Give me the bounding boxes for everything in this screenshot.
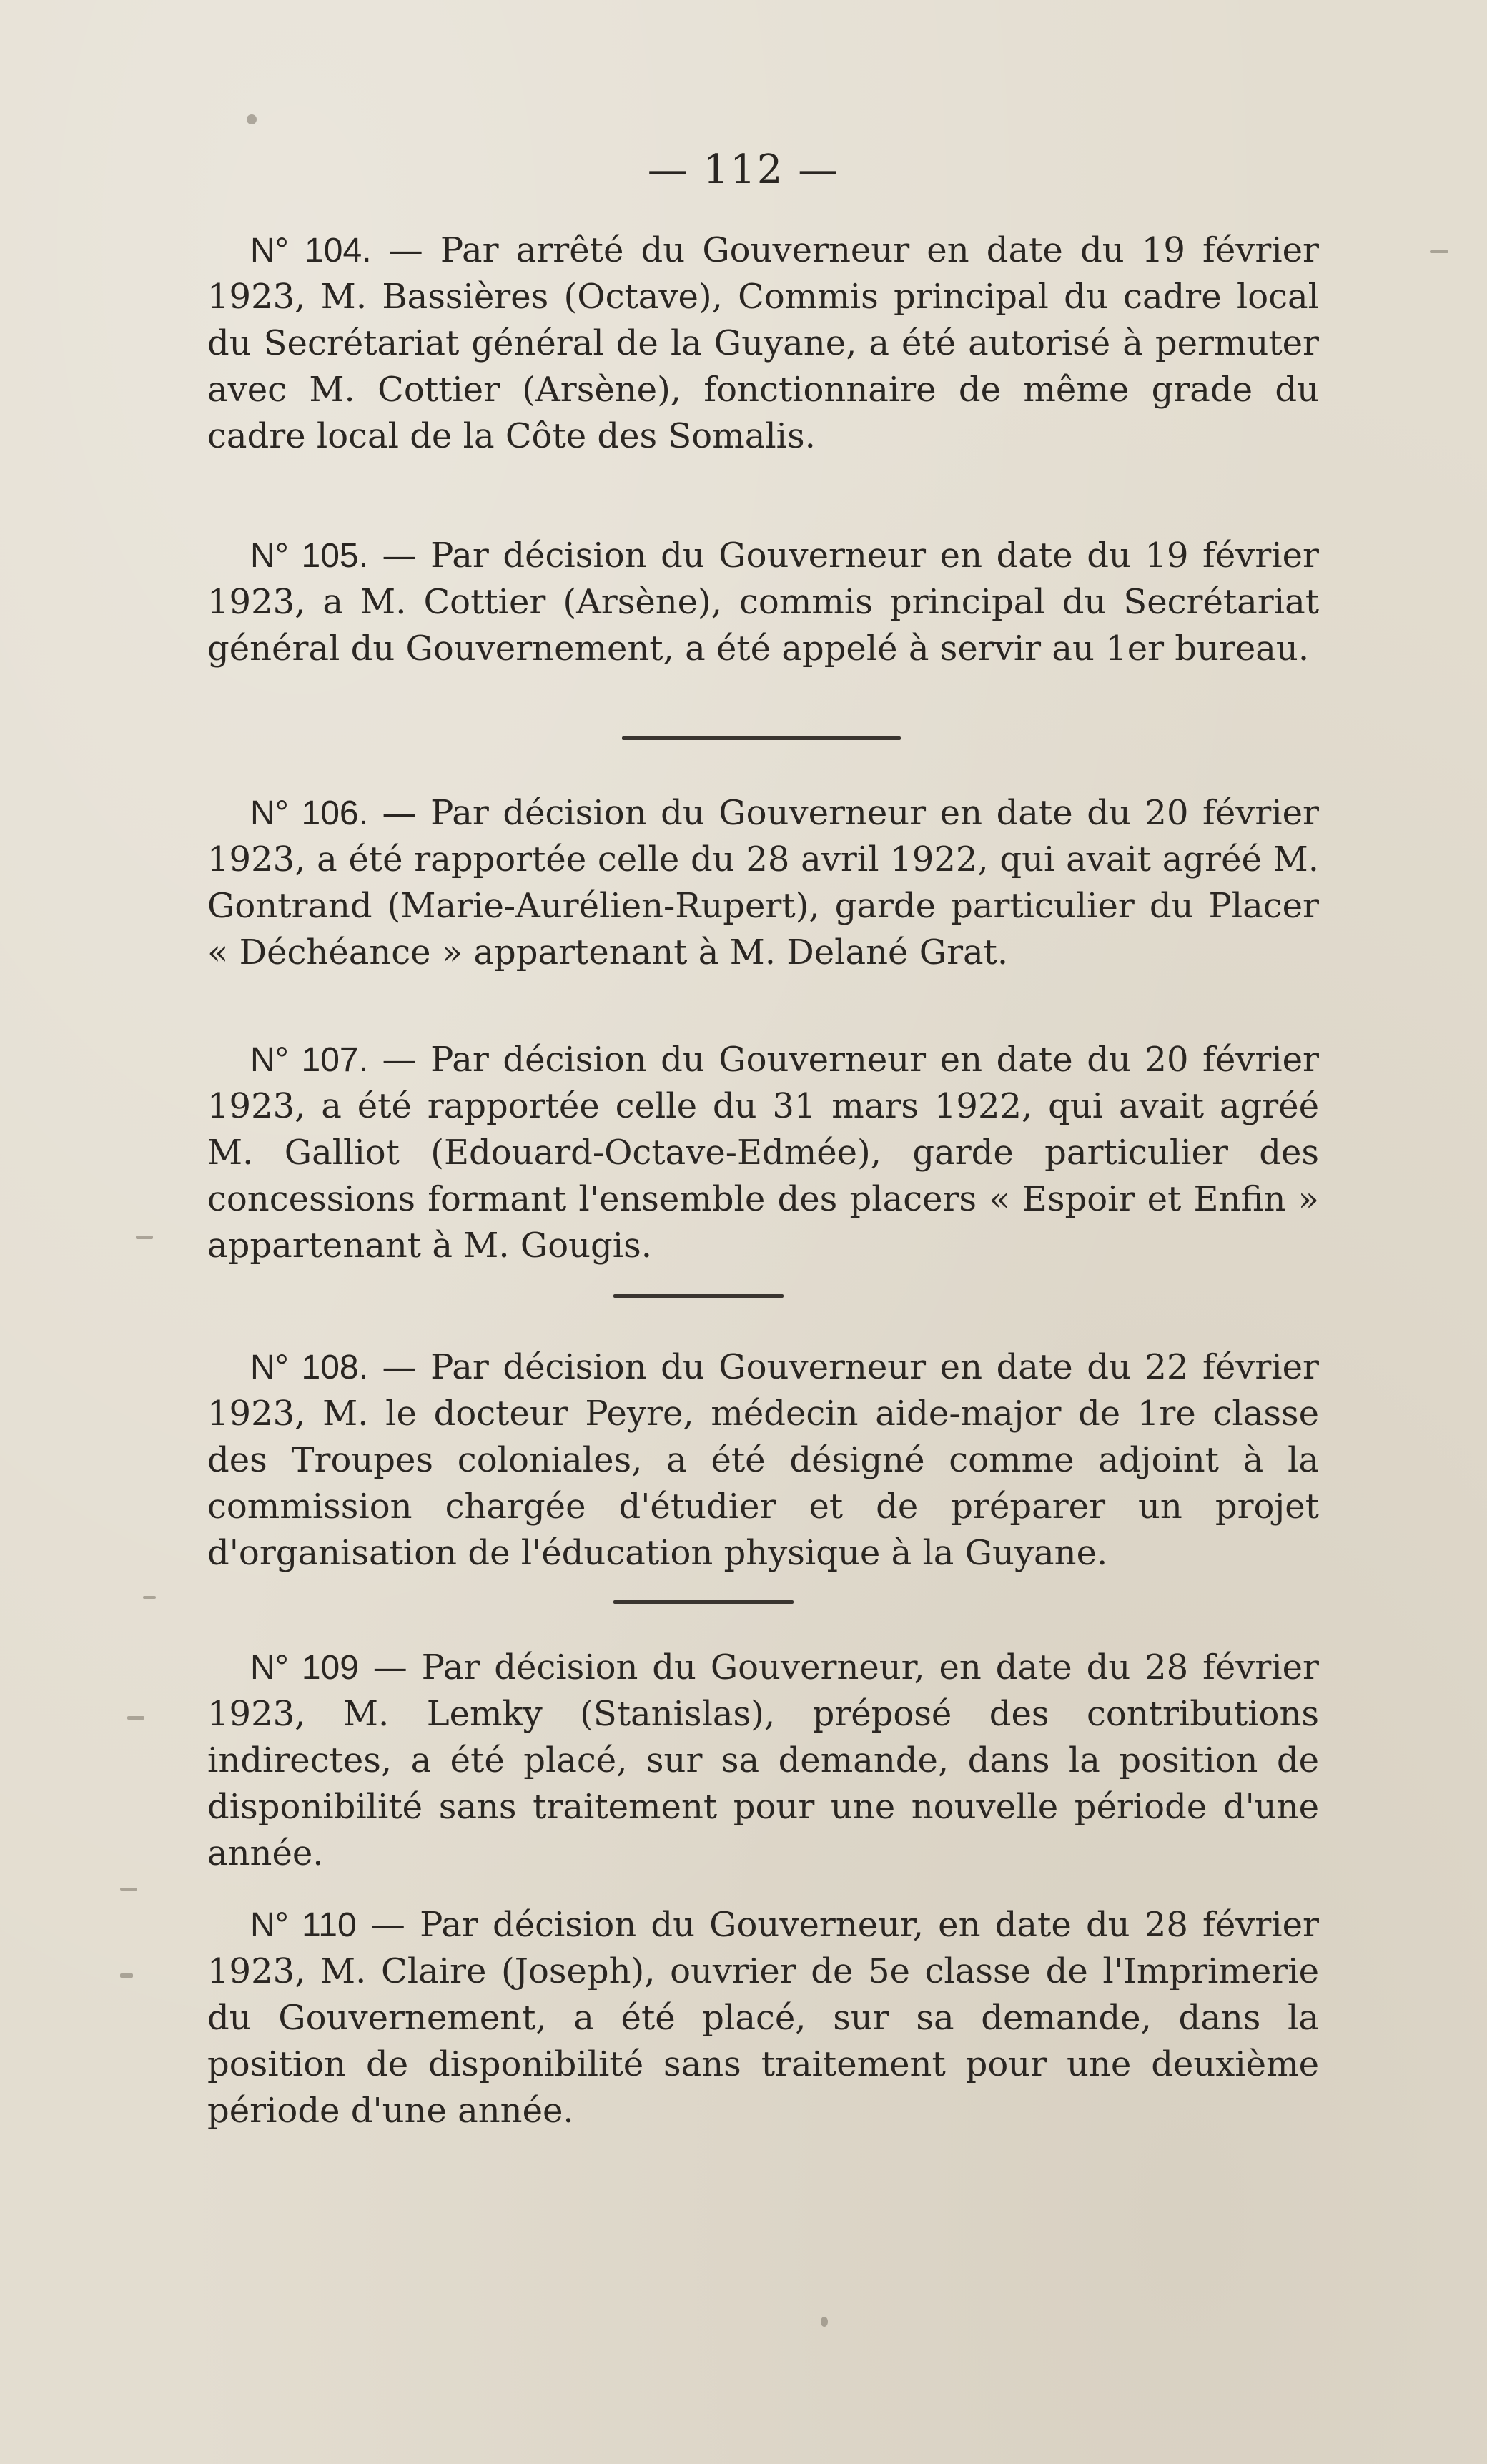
entry-text: — Par décision du Gouverneur en date du 22 février 1923, M. le docteur Peyre, médecin aide-major de 1re classe des Troupes coloniales, a été désigné comme adjoint à la commission chargée d'étudier et de préparer un projet d'organisation de l'éducation physique à la Guyane. [207,1347,1319,1573]
paper-speck [821,2317,828,2327]
entry-104 [207,227,1319,460]
entry-number: N° 104. [250,232,372,270]
page-number: — 112 — [647,147,840,193]
paper-speck [120,1973,133,1978]
entry-number: N° 107. [250,1041,368,1079]
entry-108 [207,1344,1319,1577]
entry-number: N° 106. [250,794,368,832]
paper-speck [1430,250,1448,253]
entry-text: — Par arrêté du Gouverneur en date du 19 février 1923, M. Bassières (Octave), Commis principal du cadre local du Secrétariat général de la Guyane, a été autorisé à permuter avec M. Cottier (Arsène), fonctionnaire de même grade du cadre local de la Côte des Somalis. [207,230,1319,456]
entry-106 [207,790,1319,976]
entry-number: N° 108. [250,1349,368,1386]
entry-text: — Par décision du Gouverneur en date du 20 février 1923, a été rapportée celle du 28 avril 1922, qui avait agréé M. Gontrand (Marie-Aurélien-Rupert), garde particulier du Placer « Déchéance » appartenant à M. Delané Grat. [207,793,1319,972]
paper-speck [127,1716,144,1720]
paper-speck [136,1236,153,1239]
entry-number: N° 109 [250,1649,359,1687]
paper-speck [120,1888,137,1891]
separator-rule [613,1294,784,1298]
entry-text: — Par décision du Gouverneur, en date du 28 février 1923, M. Lemky (Stanislas), préposé des contributions indirectes, a été placé, sur sa demande, dans la position de disponibilité sans traitement pour une nouvelle période d'une année. [207,1647,1320,1873]
separator-rule [622,736,901,740]
paper-speck [247,114,257,124]
entry-number: N° 105. [250,537,368,575]
entry-text: — Par décision du Gouverneur en date du 20 février 1923, a été rapportée celle du 31 mars 1922, qui avait agréé M. Galliot (Edouard-Octave-Edmée), garde particulier des concessions formant l'ensemble des placers « Espoir et Enfin » appartenant à M. Gougis. [207,1040,1319,1266]
entry-110 [207,1902,1319,2134]
entry-105 [207,533,1319,672]
paper-speck [143,1596,156,1599]
entry-text: — Par décision du Gouverneur en date du 19 février 1923, a M. Cottier (Arsène), commis principal du Secrétariat général du Gouvernement, a été appelé à servir au 1er bureau. [207,536,1319,669]
entry-107 [207,1037,1319,1269]
entry-109 [207,1645,1319,1877]
entry-number: N° 110 [250,1906,357,1944]
separator-rule [613,1600,794,1604]
entry-text: — Par décision du Gouverneur, en date du 28 février 1923, M. Claire (Joseph), ouvrier de 5e classe de l'Imprimerie du Gouvernement, a été placé, sur sa demande, dans la position de disponibilité sans traitement pour une deuxième période d'une année. [207,1905,1319,2131]
